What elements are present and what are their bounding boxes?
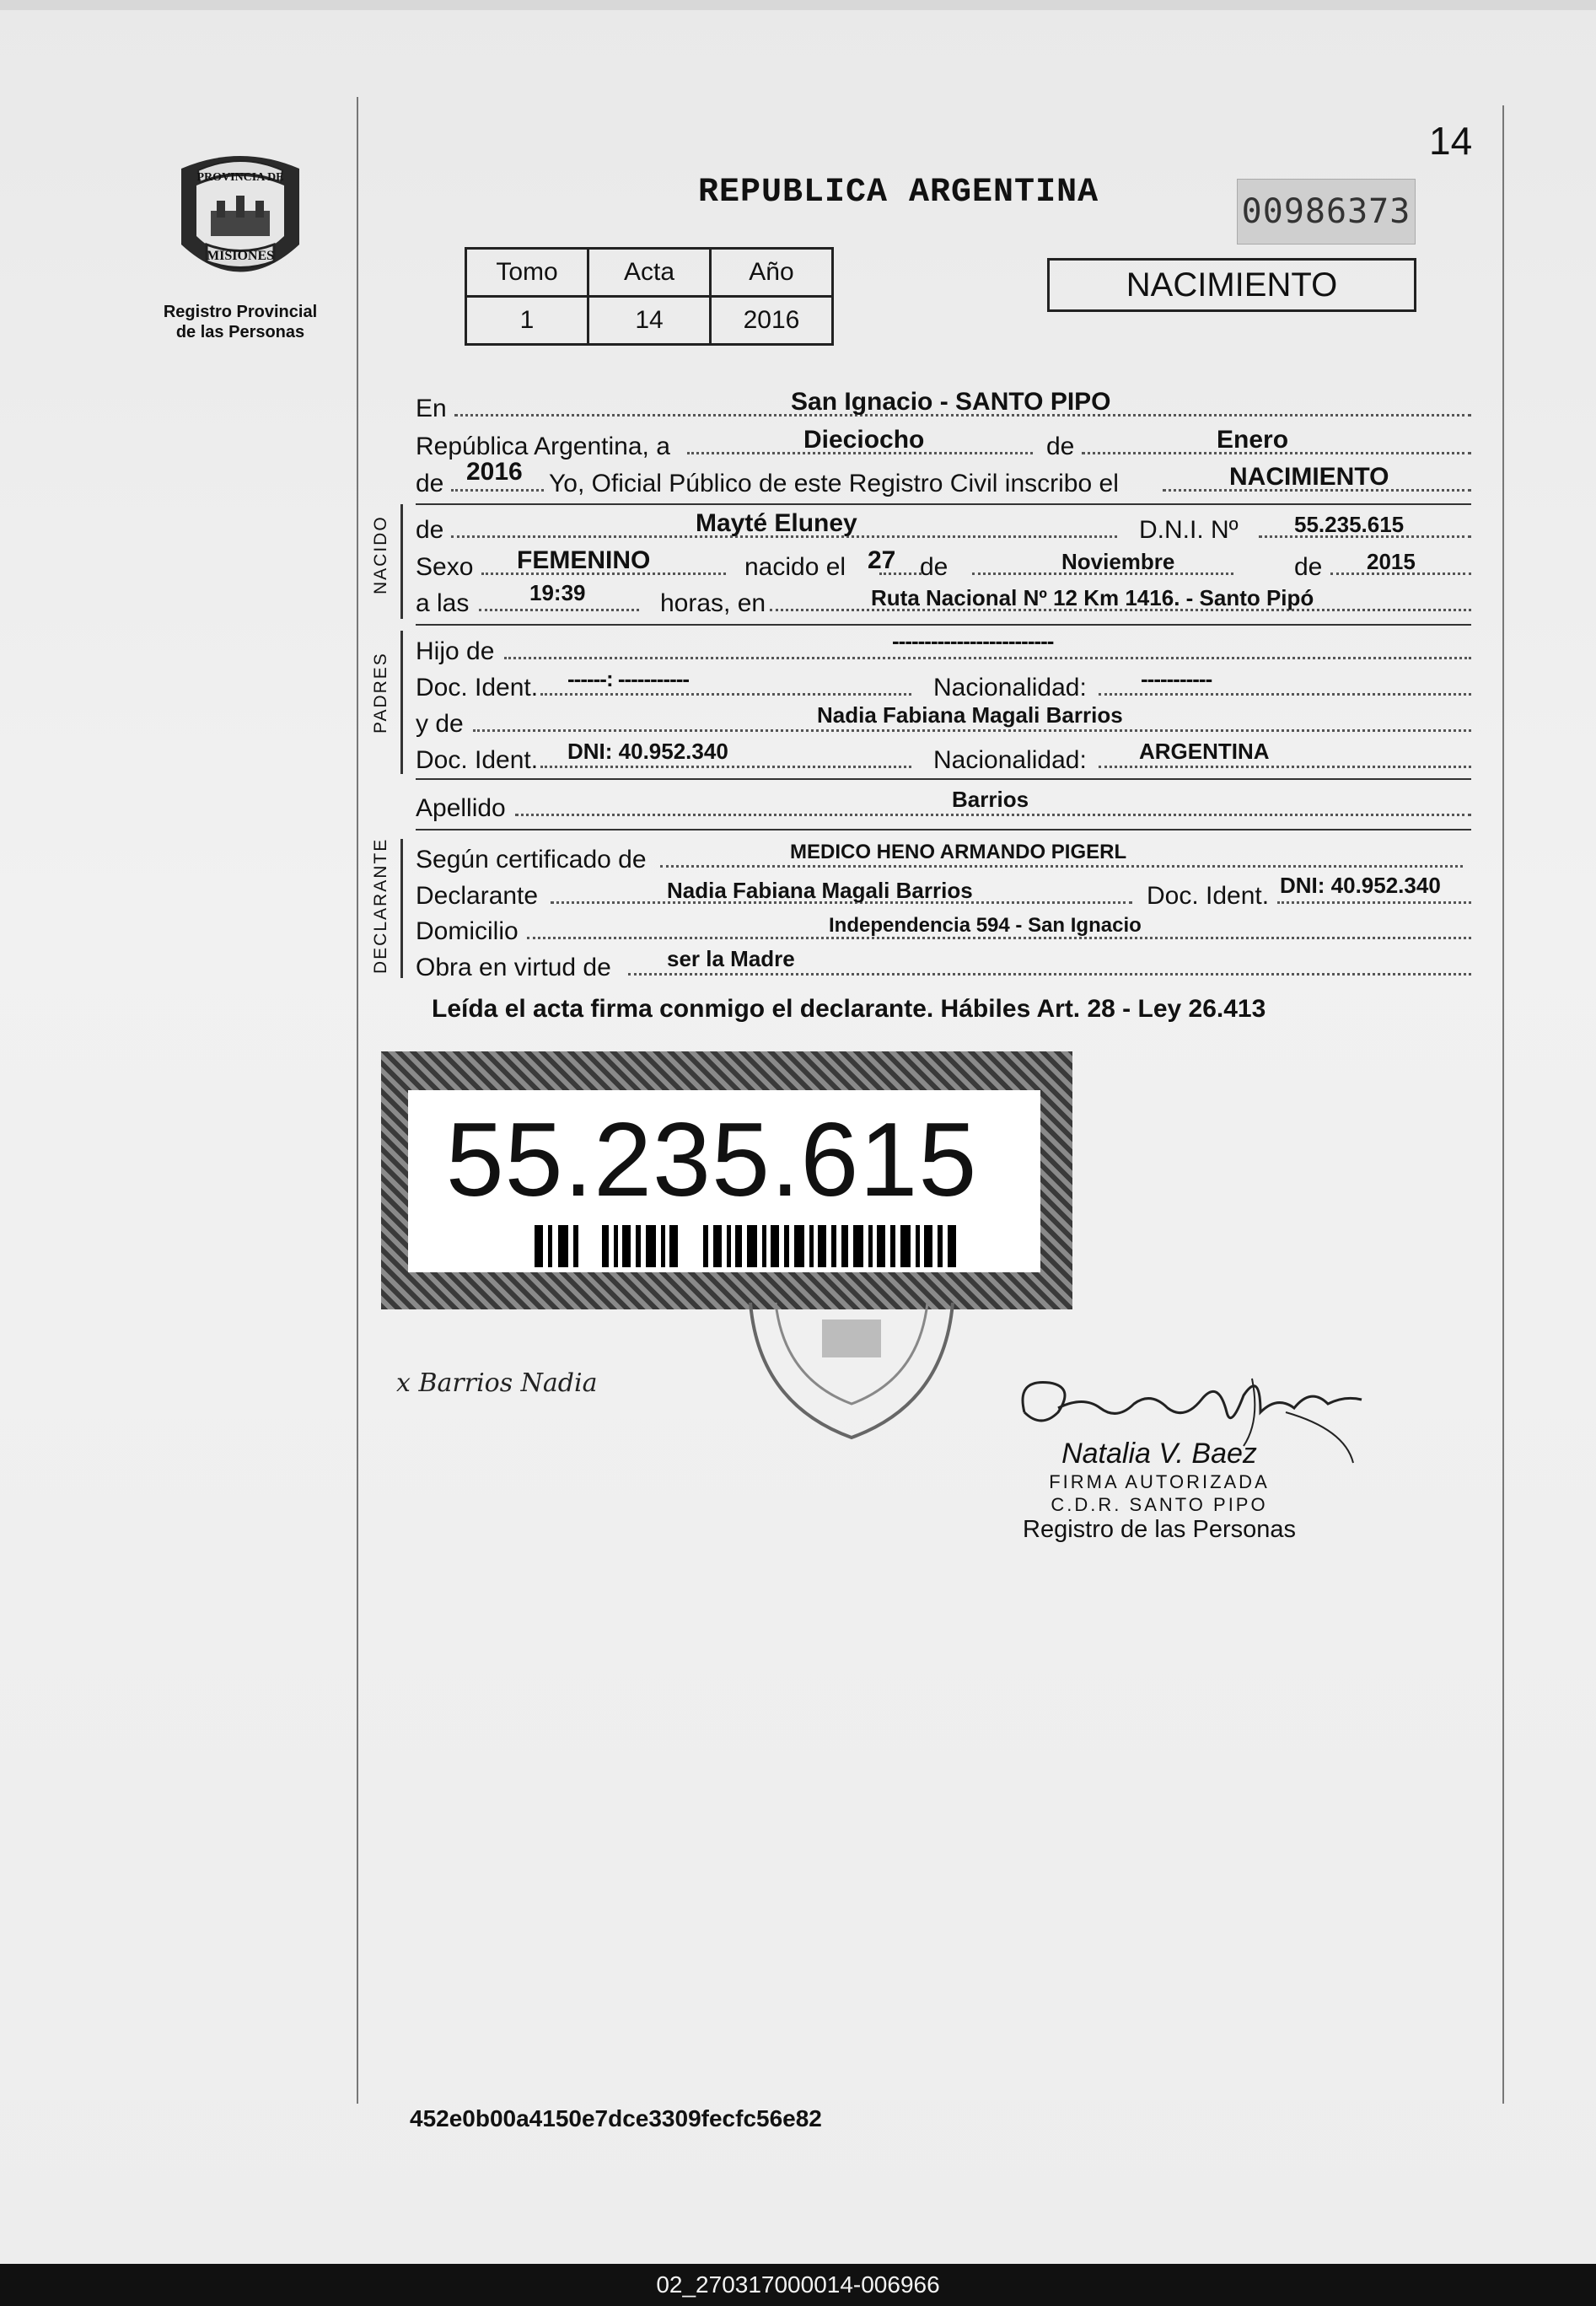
dni-sticker-number: 55.235.615: [445, 1102, 978, 1218]
document-title: REPUBLICA ARGENTINA: [698, 174, 1099, 212]
declarante-section-label: DECLARANTE: [371, 837, 390, 974]
dni-sticker: [381, 1051, 1072, 1309]
row-hijo-de: [416, 628, 1471, 668]
footer-id: 02_270317000014-006966: [0, 2264, 1596, 2306]
label-horas-en: horas, en: [660, 589, 766, 617]
label-en: En: [416, 395, 447, 422]
record-table: [465, 247, 834, 346]
dotted-line: [540, 693, 911, 696]
value-inscribo: NACIMIENTO: [1229, 463, 1389, 491]
dotted-line: [1099, 766, 1471, 768]
value-acta: 14: [588, 297, 711, 345]
value-birth-day: 27: [868, 546, 896, 574]
dotted-line: [473, 729, 1471, 732]
closing-statement: Leída el acta firma conmigo el declarante. Hábiles Art. 28 - Ley 26.413: [432, 995, 1266, 1023]
value-ano: 2016: [711, 297, 833, 345]
nacido-section-bar: [400, 504, 403, 619]
section-divider: [416, 829, 1471, 830]
value-declarante-doc: DNI: 40.952.340: [1280, 873, 1441, 898]
padres-section-bar: [400, 631, 403, 774]
dotted-line: [1099, 693, 1471, 696]
label-doc-ident: Doc. Ident.: [416, 674, 539, 701]
value-child-name: Mayté Eluney: [696, 509, 857, 537]
page-number: 14: [1429, 119, 1473, 163]
value-apellido: Barrios: [952, 787, 1029, 812]
record-type-box: NACIMIENTO: [1047, 258, 1416, 312]
dni-sticker-label: [408, 1090, 1040, 1272]
header-tomo: Tomo: [466, 249, 588, 297]
value-month: Enero: [1217, 426, 1289, 454]
value-domicilio: Independencia 594 - San Ignacio: [829, 914, 1142, 937]
value-father-nat: -----------: [1141, 666, 1212, 691]
value-obra: ser la Madre: [667, 946, 795, 971]
section-divider: [416, 778, 1471, 780]
logo-caption: [143, 302, 337, 342]
document-hash: 452e0b00a4150e7dce3309fecfc56e82: [410, 2105, 822, 2131]
padres-section-label: PADRES: [371, 652, 390, 734]
row-mother-doc: [416, 739, 1471, 777]
row-father-doc: [416, 667, 1471, 704]
label-y-de: y de: [416, 710, 464, 738]
label-doc-ident-declarante: Doc. Ident.: [1147, 882, 1270, 910]
value-hour: 19:39: [529, 580, 586, 605]
value-father: -------------------------: [892, 628, 1054, 653]
record-table-header: [466, 249, 833, 297]
label-sexo: Sexo: [416, 553, 474, 581]
value-birth-place: Ruta Nacional Nº 12 Km 1416. - Santo Pipó: [871, 585, 1314, 610]
value-birth-year: 2015: [1367, 549, 1416, 574]
left-margin-line: [357, 97, 358, 2104]
official-stamp: [742, 1303, 961, 1450]
barcode: [535, 1225, 956, 1267]
row-y-de: [416, 703, 1471, 740]
row-inscribo: [416, 458, 1471, 500]
label-declarante: Declarante: [416, 882, 539, 910]
label-segun: Según certificado de: [416, 846, 647, 873]
value-declarante: Nadia Fabiana Magali Barrios: [667, 878, 973, 903]
right-margin-line: [1502, 105, 1504, 2104]
label-republica: República Argentina, a: [416, 433, 670, 460]
record-table-values: [466, 297, 833, 345]
logo-text-top: PROVINCIA DE: [196, 171, 284, 184]
logo-text-bottom: MISIONES: [206, 249, 275, 263]
dotted-line: [515, 814, 1471, 816]
label-de-month: de: [920, 553, 948, 581]
value-dni: 55.235.615: [1294, 512, 1405, 537]
label-nacionalidad: Nacionalidad:: [933, 674, 1087, 701]
row-declarante: [416, 875, 1471, 912]
declarant-signature-text: x Barrios Nadia: [396, 1368, 598, 1398]
label-hijo-de: Hijo de: [416, 637, 495, 665]
value-tomo: 1: [466, 297, 588, 345]
value-day: Dieciocho: [803, 426, 925, 454]
official-line1: FIRMA AUTORIZADA: [1049, 1471, 1270, 1492]
label-a-las: a las: [416, 589, 470, 617]
label-de-birthyear: de: [1294, 553, 1323, 581]
section-divider: [416, 624, 1471, 626]
declarant-signature: [392, 1357, 628, 1408]
label-de: de: [1046, 433, 1075, 460]
official-line3: Registro de las Personas: [1023, 1516, 1296, 1543]
row-apellido: [416, 787, 1471, 825]
header-acta: Acta: [588, 249, 711, 297]
row-sexo: [416, 546, 1471, 583]
label-nacido-el: nacido el: [744, 553, 846, 581]
dotted-line: [540, 766, 911, 768]
row-fecha: [416, 426, 1471, 463]
label-domicilio: Domicilio: [416, 917, 519, 945]
dotted-line: [660, 865, 1463, 868]
label-yo: Yo, Oficial Público de este Registro Civil inscribo el: [549, 470, 1119, 497]
label-de-nombre: de: [416, 516, 444, 544]
row-en: [416, 388, 1471, 425]
row-segun: [416, 839, 1471, 876]
value-mother-nat: ARGENTINA: [1139, 739, 1270, 764]
serial-number: 00986373: [1237, 179, 1416, 245]
row-nombre: [416, 509, 1471, 546]
dotted-line: [628, 973, 1471, 976]
official-line2: C.D.R. SANTO PIPO: [1051, 1494, 1268, 1515]
value-mother: Nadia Fabiana Magali Barrios: [817, 702, 1123, 728]
header-ano: Año: [711, 249, 833, 297]
label-nacionalidad-mother: Nacionalidad:: [933, 746, 1087, 774]
label-obra: Obra en virtud de: [416, 954, 611, 981]
dotted-line: [451, 489, 544, 492]
row-domicilio: [416, 911, 1471, 948]
row-obra: [416, 947, 1471, 984]
value-father-doc: ------: -----------: [567, 666, 690, 691]
label-dni: D.N.I. Nº: [1139, 516, 1239, 544]
value-segun: MEDICO HENO ARMANDO PIGERL: [790, 841, 1127, 863]
logo-text: [173, 152, 308, 295]
value-year: 2016: [466, 458, 523, 486]
dotted-line: [504, 657, 1471, 659]
declarante-section-bar: [400, 839, 403, 978]
value-place-registry: San Ignacio - SANTO PIPO: [791, 388, 1111, 416]
logo-caption-line1: Registro Provincial: [163, 303, 318, 321]
official-name: Natalia V. Baez: [1061, 1438, 1257, 1470]
authorized-signature-block: [995, 1438, 1324, 1543]
logo-caption-line2: de las Personas: [175, 323, 305, 341]
top-edge: [0, 0, 1596, 10]
dotted-line: [1277, 901, 1471, 904]
value-sexo: FEMENINO: [517, 546, 651, 574]
label-doc-ident-mother: Doc. Ident.: [416, 746, 539, 774]
value-mother-doc: DNI: 40.952.340: [567, 739, 728, 764]
label-de-year: de: [416, 470, 444, 497]
label-apellido: Apellido: [416, 794, 506, 822]
row-hora: [416, 580, 1471, 620]
dotted-line: [479, 609, 639, 611]
section-divider: [416, 503, 1471, 505]
nacido-section-label: NACIDO: [371, 515, 390, 594]
value-birth-month: Noviembre: [1061, 549, 1175, 574]
